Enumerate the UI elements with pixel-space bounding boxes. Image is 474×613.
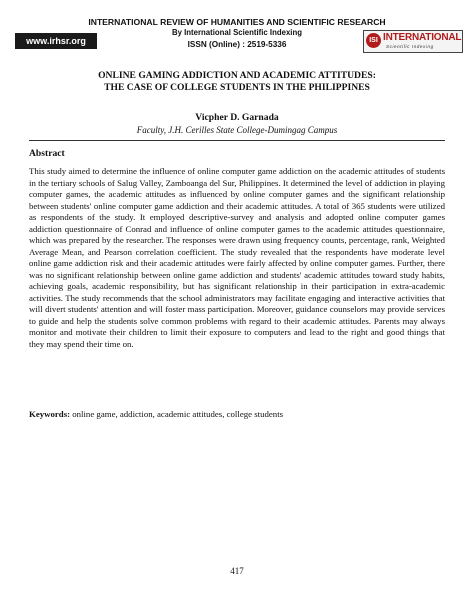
website-badge[interactable]: www.irhsr.org <box>15 33 97 49</box>
author-name: Vicpher D. Garnada <box>195 112 279 123</box>
logo-word: INTERNATIONAL <box>383 32 462 43</box>
indexing-line: By International Scientific Indexing <box>172 28 302 37</box>
journal-logo <box>363 30 463 53</box>
paper-title-line-2: THE CASE OF COLLEGE STUDENTS IN THE PHILIPPINES <box>104 82 370 93</box>
section-divider <box>29 140 445 141</box>
issn-line: ISSN (Online) : 2519-5336 <box>187 40 287 49</box>
page-number: 417 <box>230 566 244 576</box>
globe-logo-icon: ISI <box>366 33 381 48</box>
author-affiliation: Faculty, J.H. Cerilles State College-Dumingag Campus <box>136 125 338 135</box>
keywords-line <box>29 409 445 421</box>
journal-name: INTERNATIONAL REVIEW OF HUMANITIES AND SCIENTIFIC RESEARCH <box>88 17 386 27</box>
logo-subtext: Scientific Indexing <box>386 44 434 49</box>
keywords-list: online game, addiction, academic attitudes, college students <box>70 409 284 419</box>
page-header <box>0 0 474 70</box>
paper-title-line-1: ONLINE GAMING ADDICTION AND ACADEMIC ATTITUDES: <box>98 70 376 81</box>
abstract-heading: Abstract <box>29 148 65 159</box>
keywords-label: Keywords: <box>29 409 71 419</box>
abstract-body: This study aimed to determine the influence of online computer game addiction on the academic attitudes of students in the tertiary schools of Salug Valley, Zamboanga del Sur, Philippines. It determined the level of addiction in playing computer games, the academic attitudes as influenced by online computer games and the significant relationship between students' online computer game addiction and their academic attitudes. A total of 365 students were utilized as respondents of the study. It employed descriptive-survey and analysis and adopted online computer games addiction questionnaire of Conrad and influence of online computer games to the academic attitudes questionnaire, which was prepared by the researcher. The responses were drawn using frequency counts, percentage, rank, Weighted Average Mean, and Pearson correlation coefficient. The study revealed that the respondents have moderate level online game addiction risk and their academic attitudes were fairly affected by online computer games. Further, there was no significant relationship between online game addiction and students' academic attitudes toward study habits, achieving goals, academic responsibility, but has significant relationship in their participation in extra-academic activities. The study recommends that the school administrators may facilitate engaging and interactive activities that will divert students' attention and will foster mass participation. Moreover, guidance counselors may provide services to guide and help the students solve common problems with regard to their academic attitudes. Parents may always monitor and motivate their children to limit their exposure to computers and lead to the right and good things that they may spend their time on. <box>29 166 445 349</box>
